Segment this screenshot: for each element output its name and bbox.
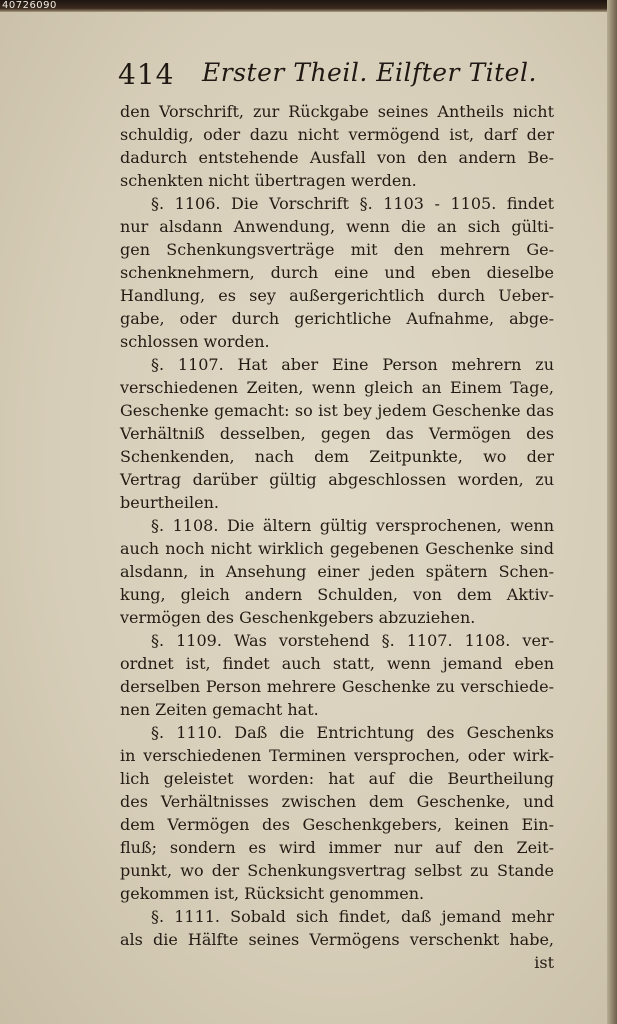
text-line: als die Hälfte seines Vermögens verschenkt habe,	[120, 930, 554, 949]
text-line: den Vorschrift, zur Rückgabe seines Antheils nicht	[120, 102, 554, 121]
text-line: nen Zeiten gemacht hat.	[120, 700, 319, 719]
page-number: 414	[118, 58, 175, 91]
text-line: gabe, oder durch gerichtliche Aufnahme, abge-	[120, 309, 554, 328]
paragraph-start-1106: §. 1106. Die Vorschrift §. 1103 - 1105. findet	[151, 194, 554, 213]
text-line: des Verhältnisses zwischen dem Geschenke, und	[120, 792, 554, 811]
text-line: punkt, wo der Schenkungsvertrag selbst zu Stande	[120, 861, 554, 880]
text-line: ordnet ist, findet auch statt, wenn jemand eben	[120, 654, 554, 673]
text-line: gen Schenkungsverträge mit den mehrern Ge-	[120, 240, 554, 259]
text-line: Handlung, es sey außergerichtlich durch Ueber-	[120, 286, 554, 305]
scan-id-label: 40726090	[2, 0, 57, 11]
text-line: dadurch entstehende Ausfall von den andern Be-	[120, 148, 554, 167]
text-line: nur alsdann Anwendung, wenn die an sich gülti-	[120, 217, 554, 236]
text-line: beurtheilen.	[120, 493, 219, 512]
page-right-edge	[607, 0, 617, 1024]
text-line: dem Vermögen des Geschenkgebers, keinen Ein-	[120, 815, 554, 834]
text-line: schenkten nicht übertragen werden.	[120, 171, 417, 190]
text-line: schenknehmern, durch eine und eben dieselbe	[120, 263, 554, 282]
text-line: in verschiedenen Terminen versprochen, oder wirk-	[120, 746, 554, 765]
text-line: Schenkenden, nach dem Zeitpunkte, wo der	[120, 447, 554, 466]
text-line: schlossen worden.	[120, 332, 270, 351]
paragraph-start-1111: §. 1111. Sobald sich findet, daß jemand mehr	[151, 907, 554, 926]
text-line: fluß; sondern es wird immer nur auf den Zeit-	[120, 838, 554, 857]
text-line: verschiedenen Zeiten, wenn gleich an Einem Tage,	[120, 378, 554, 397]
paragraph-start-1107: §. 1107. Hat aber Eine Person mehrern zu	[151, 355, 554, 374]
page-header	[118, 52, 558, 94]
text-line: vermögen des Geschenkgebers abzuziehen.	[120, 608, 476, 627]
text-line: kung, gleich andern Schulden, von dem Aktiv-	[120, 585, 554, 604]
text-line: Verhältniß desselben, gegen das Vermögen des	[120, 424, 554, 443]
catchword: ist	[534, 953, 554, 972]
text-line: Geschenke gemacht: so ist bey jedem Geschenke das	[120, 401, 554, 420]
text-line: lich geleistet worden: hat auf die Beurtheilung	[120, 769, 554, 788]
text-line: derselben Person mehrere Geschenke zu verschiede-	[120, 677, 554, 696]
paragraph-start-1109: §. 1109. Was vorstehend §. 1107. 1108. ver-	[151, 631, 554, 650]
paragraph-start-1108: §. 1108. Die ältern gültig versprochenen, wenn	[151, 516, 554, 535]
text-line: Vertrag darüber gültig abgeschlossen worden, zu	[120, 470, 554, 489]
running-title: Erster Theil. Eilfter Titel.	[202, 58, 537, 87]
text-line: alsdann, in Ansehung einer jeden spätern Schen-	[120, 562, 554, 581]
page-top-edge	[0, 0, 617, 12]
text-line: gekommen ist, Rücksicht genommen.	[120, 884, 425, 903]
text-line: schuldig, oder dazu nicht vermögend ist, darf der	[120, 125, 554, 144]
text-line: auch noch nicht wirklich gegebenen Geschenke sind	[120, 539, 554, 558]
paragraph-start-1110: §. 1110. Daß die Entrichtung des Geschenks	[151, 723, 554, 742]
